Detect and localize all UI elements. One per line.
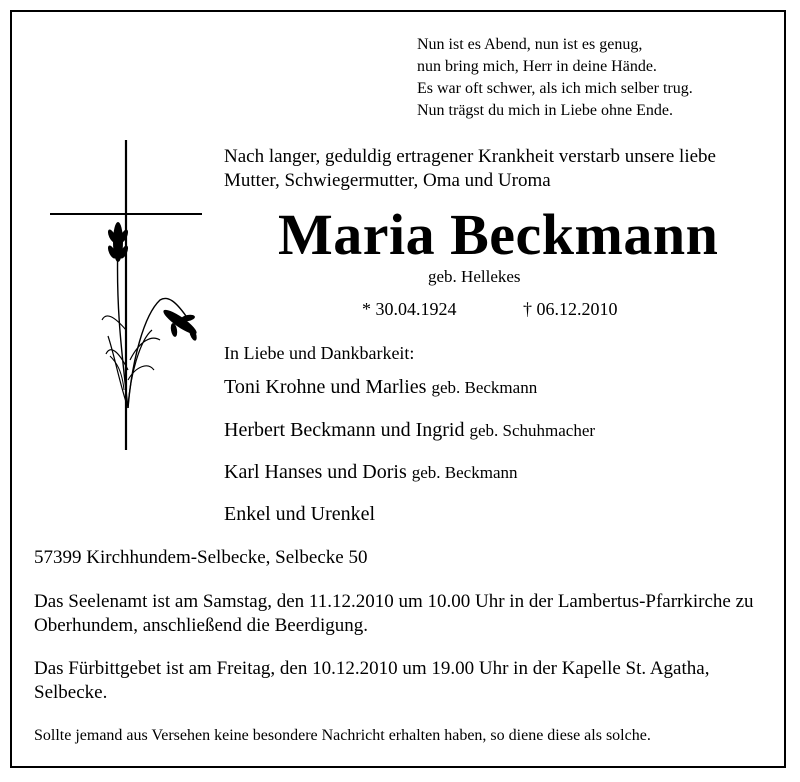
address: 57399 Kirchhundem-Selbecke, Selbecke 50 bbox=[34, 547, 368, 568]
cross-with-wheat-icon bbox=[48, 140, 208, 452]
poem bbox=[417, 34, 693, 122]
poem-line: nun bring mich, Herr in deine Hände. bbox=[417, 58, 657, 75]
intro-line: Nach langer, geduldig ertragener Krankheit verstarb unsere liebe bbox=[224, 146, 716, 167]
birth-date: * 30.04.1924 bbox=[362, 299, 457, 319]
mourner-maiden-name: geb. Beckmann bbox=[411, 463, 518, 482]
obituary-notice bbox=[10, 10, 786, 768]
mourner-entry bbox=[224, 419, 595, 442]
mourner-names: Toni Krohne und Marlies bbox=[224, 376, 427, 398]
mourner-entry bbox=[224, 503, 375, 526]
closing-note: Sollte jemand aus Versehen keine besondere Nachricht erhalten haben, so diene diese als solche. bbox=[34, 727, 651, 744]
mourner-names: Karl Hanses und Doris bbox=[224, 461, 407, 483]
death-date: † 06.12.2010 bbox=[523, 299, 618, 319]
mourner-maiden-name: geb. Schuhmacher bbox=[469, 421, 596, 440]
mourner-entry bbox=[224, 376, 537, 399]
prayer-info: Das Fürbittgebet ist am Freitag, den 10.12.2010 um 19.00 Uhr in der Kapelle St. Agatha, Selbecke. bbox=[34, 658, 710, 703]
poem-line: Nun ist es Abend, nun ist es genug, bbox=[417, 36, 643, 53]
intro-line: Mutter, Schwiegermutter, Oma und Uroma bbox=[224, 170, 551, 191]
deceased-name: Maria Beckmann bbox=[278, 202, 719, 267]
mourner-names: Herbert Beckmann und Ingrid bbox=[224, 419, 465, 441]
maiden-name: geb. Hellekes bbox=[428, 267, 521, 286]
mourner-maiden-name: geb. Beckmann bbox=[431, 378, 538, 397]
poem-line: Nun trägst du mich in Liebe ohne Ende. bbox=[417, 102, 673, 119]
poem-line: Es war oft schwer, als ich mich selber trug. bbox=[417, 80, 693, 97]
mourner-entry bbox=[224, 461, 518, 484]
intro-text bbox=[224, 145, 716, 193]
requiem-info: Das Seelenamt ist am Samstag, den 11.12.2010 um 10.00 Uhr in der Lambertus-Pfarrkirche zu Oberhundem, anschließend die Beerdigung. bbox=[34, 591, 754, 636]
mourners-heading: In Liebe und Dankbarkeit: bbox=[224, 343, 415, 363]
mourner-names: Enkel und Urenkel bbox=[224, 503, 376, 525]
